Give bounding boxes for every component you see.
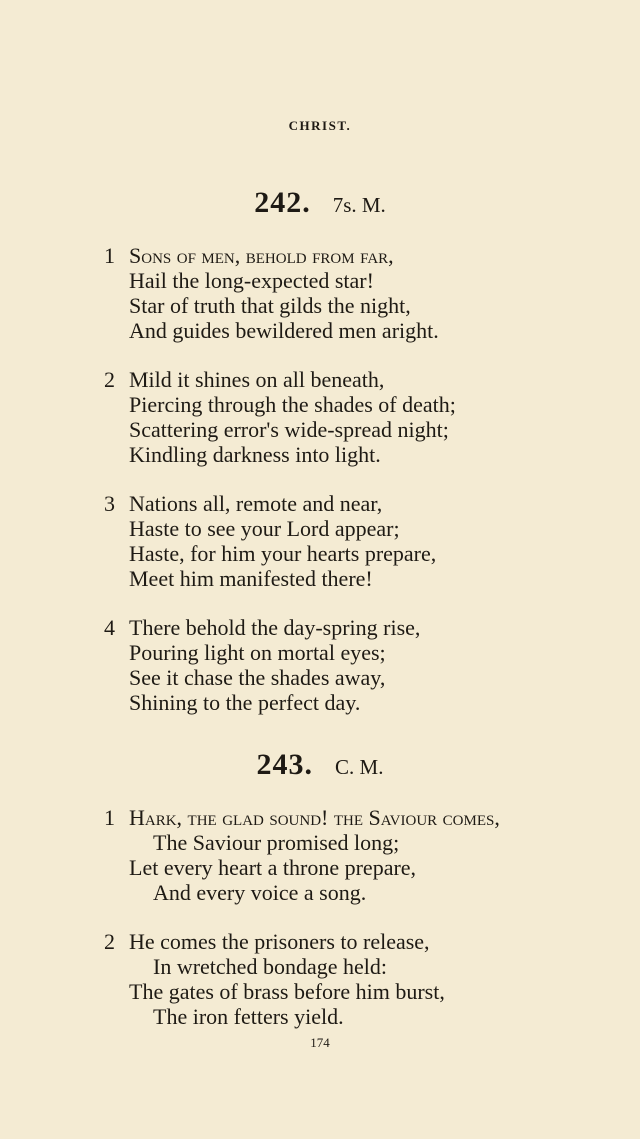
hymn-meter: 7s. M. xyxy=(332,193,386,217)
line-text: Let every heart a throne prepare, xyxy=(129,855,417,880)
verse-line xyxy=(100,268,600,293)
stanza-number: 1 xyxy=(104,805,115,830)
line-text: Hark, the glad sound! the Saviour comes, xyxy=(129,805,500,830)
stanza xyxy=(100,367,600,467)
line-text: Hail the long-expected star! xyxy=(129,268,374,293)
verse-line xyxy=(100,442,600,467)
line-text: And guides bewildered men aright. xyxy=(129,318,439,343)
verse-line xyxy=(100,293,600,318)
stanza xyxy=(100,243,600,343)
stanza xyxy=(100,615,600,715)
verse-line xyxy=(100,805,600,830)
stanza-number: 2 xyxy=(104,367,115,392)
verse-line xyxy=(100,392,600,417)
verse-line xyxy=(100,541,600,566)
verse-line xyxy=(100,516,600,541)
verse-line xyxy=(100,979,600,1004)
verse-line xyxy=(100,855,600,880)
line-text: In wretched bondage held: xyxy=(153,954,387,979)
line-text: Scattering error's wide-spread night; xyxy=(129,417,449,442)
line-text: Nations all, remote and near, xyxy=(129,491,383,516)
line-text: And every voice a song. xyxy=(153,880,367,905)
verse-line xyxy=(100,367,600,392)
line-text: The iron fetters yield. xyxy=(153,1004,344,1029)
verse-line xyxy=(100,615,600,640)
verse-line xyxy=(100,954,600,979)
line-text: Sons of men, behold from far, xyxy=(129,243,394,268)
verse-line xyxy=(100,491,600,516)
stanza xyxy=(100,805,600,905)
line-text: Haste, for him your hearts prepare, xyxy=(129,541,437,566)
line-text: Haste to see your Lord appear; xyxy=(129,516,400,541)
line-text: Piercing through the shades of death; xyxy=(129,392,456,417)
stanza-number: 2 xyxy=(104,929,115,954)
verse-line xyxy=(100,830,600,855)
verse-line xyxy=(100,318,600,343)
verse-line xyxy=(100,690,600,715)
stanza-number: 3 xyxy=(104,491,115,516)
verse-line xyxy=(100,880,600,905)
stanza xyxy=(100,929,600,1029)
line-text: Shining to the perfect day. xyxy=(129,690,361,715)
hymn-meter: C. M. xyxy=(335,755,384,779)
line-text: Meet him manifested there! xyxy=(129,566,373,591)
line-text: He comes the prisoners to release, xyxy=(129,929,430,954)
stanza-number: 1 xyxy=(104,243,115,268)
hymn-heading xyxy=(0,186,640,220)
verse-line xyxy=(100,417,600,442)
stanza-number: 4 xyxy=(104,615,115,640)
verse-line xyxy=(100,566,600,591)
hymn-heading xyxy=(0,748,640,782)
line-text: Kindling darkness into light. xyxy=(129,442,381,467)
verse-line xyxy=(100,665,600,690)
line-text: Mild it shines on all beneath, xyxy=(129,367,385,392)
verse-line xyxy=(100,243,600,268)
line-text: The Saviour promised long; xyxy=(153,830,400,855)
line-text: Star of truth that gilds the night, xyxy=(129,293,411,318)
line-text: The gates of brass before him burst, xyxy=(129,979,445,1004)
line-text: See it chase the shades away, xyxy=(129,665,386,690)
running-head: CHRIST. xyxy=(288,118,352,133)
line-text: There behold the day-spring rise, xyxy=(129,615,421,640)
hymn-number: 243. xyxy=(256,748,314,781)
page-number: 174 xyxy=(310,1035,330,1050)
verse-line xyxy=(100,640,600,665)
stanza xyxy=(100,491,600,591)
verse-line xyxy=(100,929,600,954)
hymn-number: 242. xyxy=(254,186,311,219)
verse-line xyxy=(100,1004,600,1029)
line-text: Pouring light on mortal eyes; xyxy=(129,640,386,665)
